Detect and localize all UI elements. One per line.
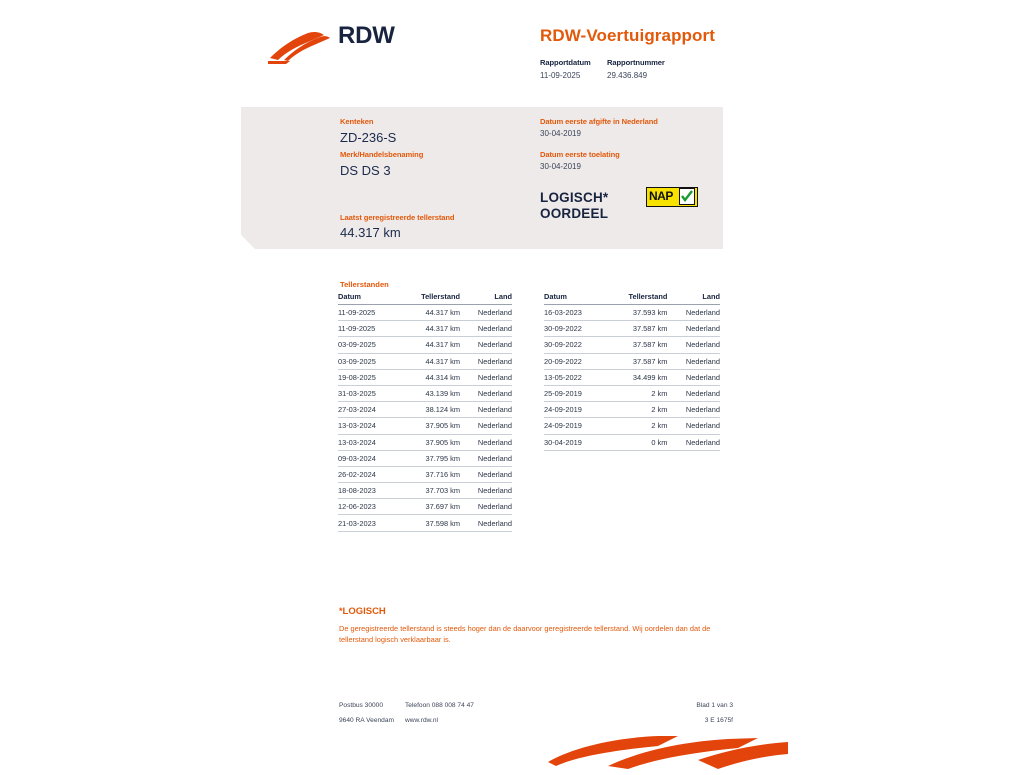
footer-postbus: Postbus 30000	[339, 702, 383, 709]
table-row	[544, 402, 720, 418]
cell-country: Nederland	[667, 305, 720, 321]
table-row	[338, 434, 512, 450]
cell-date: 03-09-2025	[338, 353, 398, 369]
cell-odometer: 37.905 km	[398, 434, 460, 450]
odometer-section-title: Tellerstanden	[340, 280, 389, 289]
cell-country: Nederland	[460, 321, 512, 337]
vehicle-summary-panel	[241, 107, 723, 249]
cell-date: 13-03-2024	[338, 418, 398, 434]
table-row	[544, 305, 720, 321]
cell-date: 30-09-2022	[544, 321, 605, 337]
footer-row-2	[339, 717, 733, 732]
footer-row-1	[339, 702, 733, 717]
table-header-row	[544, 292, 720, 305]
cell-odometer: 44.317 km	[398, 353, 460, 369]
col-header-date: Datum	[338, 292, 398, 305]
cell-date: 30-09-2022	[544, 337, 605, 353]
table-row	[544, 353, 720, 369]
cell-date: 26-02-2024	[338, 466, 398, 482]
footnote-title-text: LOGISCH	[342, 606, 386, 617]
table-row	[338, 418, 512, 434]
cell-date: 30-04-2019	[544, 434, 605, 450]
cell-odometer: 37.587 km	[605, 353, 668, 369]
footer-postcode: 9640 RA Veendam	[339, 717, 394, 724]
cell-date: 24-09-2019	[544, 418, 605, 434]
table-row	[338, 515, 512, 531]
col-header-odometer: Tellerstand	[605, 292, 668, 305]
cell-country: Nederland	[460, 515, 512, 531]
report-date-label: Rapportdatum	[540, 58, 591, 67]
cell-country: Nederland	[667, 434, 720, 450]
footer-form-code: 3 E 1675f	[704, 717, 733, 724]
cell-odometer: 44.317 km	[398, 305, 460, 321]
brand-wordmark: RDW	[338, 22, 395, 49]
table-row	[338, 305, 512, 321]
cell-odometer: 37.905 km	[398, 418, 460, 434]
cell-country: Nederland	[667, 385, 720, 401]
licence-plate-label: Kenteken	[340, 117, 374, 126]
cell-date: 31-03-2025	[338, 385, 398, 401]
cell-country: Nederland	[460, 450, 512, 466]
cell-country: Nederland	[460, 353, 512, 369]
table-row	[544, 434, 720, 450]
col-header-date: Datum	[544, 292, 605, 305]
first-admission-date-label: Datum eerste toelating	[540, 150, 620, 159]
table-row	[338, 385, 512, 401]
table-row	[338, 321, 512, 337]
cell-country: Nederland	[460, 434, 512, 450]
cell-odometer: 44.317 km	[398, 321, 460, 337]
cell-odometer: 37.593 km	[605, 305, 668, 321]
footnote-star: *	[339, 606, 343, 616]
footer-page-number: Blad 1 van 3	[696, 702, 733, 709]
footer-logo-icon	[548, 736, 788, 770]
odometer-table-right	[544, 292, 720, 451]
cell-date: 11-09-2025	[338, 305, 398, 321]
cell-country: Nederland	[460, 369, 512, 385]
table-row	[338, 337, 512, 353]
report-date-value: 11-09-2025	[540, 71, 581, 80]
cell-date: 24-09-2019	[544, 402, 605, 418]
cell-date: 12-06-2023	[338, 499, 398, 515]
table-row	[544, 369, 720, 385]
first-admission-date-value: 30-04-2019	[540, 162, 581, 171]
table-row	[544, 321, 720, 337]
table-row	[338, 369, 512, 385]
report-meta	[540, 58, 665, 80]
verdict-line-1: LOGISCH*	[540, 190, 609, 205]
nap-badge	[646, 187, 698, 207]
cell-country: Nederland	[667, 337, 720, 353]
report-number-label: Rapportnummer	[607, 58, 665, 67]
cell-odometer: 44.314 km	[398, 369, 460, 385]
first-issue-date-label: Datum eerste afgifte in Nederland	[540, 117, 658, 126]
table-row	[338, 483, 512, 499]
cell-odometer: 37.697 km	[398, 499, 460, 515]
col-header-country: Land	[667, 292, 720, 305]
table-row	[338, 402, 512, 418]
rdw-logo	[268, 22, 398, 68]
first-issue-date-value: 30-04-2019	[540, 129, 581, 138]
cell-date: 20-09-2022	[544, 353, 605, 369]
nap-label: NAP	[649, 189, 673, 203]
cell-country: Nederland	[460, 337, 512, 353]
panel-notch	[241, 235, 255, 249]
cell-country: Nederland	[667, 353, 720, 369]
cell-odometer: 43.139 km	[398, 385, 460, 401]
cell-date: 16-03-2023	[544, 305, 605, 321]
cell-odometer: 37.716 km	[398, 466, 460, 482]
cell-odometer: 37.598 km	[398, 515, 460, 531]
cell-odometer: 0 km	[605, 434, 668, 450]
licence-plate-value: ZD-236-S	[340, 130, 397, 145]
footer-website[interactable]: www.rdw.nl	[405, 717, 438, 724]
cell-country: Nederland	[667, 321, 720, 337]
cell-date: 27-03-2024	[338, 402, 398, 418]
cell-country: Nederland	[460, 305, 512, 321]
table-row	[338, 466, 512, 482]
table-row	[338, 450, 512, 466]
cell-country: Nederland	[460, 402, 512, 418]
verdict-text	[540, 190, 608, 222]
table-row	[338, 499, 512, 515]
cell-odometer: 37.795 km	[398, 450, 460, 466]
cell-date: 09-03-2024	[338, 450, 398, 466]
cell-odometer: 2 km	[605, 418, 668, 434]
rdw-logo-icon	[268, 30, 332, 64]
make-model-value: DS DS 3	[340, 163, 391, 178]
cell-country: Nederland	[460, 483, 512, 499]
last-odometer-value: 44.317 km	[340, 225, 401, 240]
footnote-title	[339, 606, 386, 617]
cell-date: 19-08-2025	[338, 369, 398, 385]
table-row	[544, 337, 720, 353]
last-odometer-label: Laatst geregistreerde tellerstand	[340, 213, 455, 222]
cell-country: Nederland	[667, 369, 720, 385]
cell-odometer: 2 km	[605, 402, 668, 418]
cell-date: 11-09-2025	[338, 321, 398, 337]
panel-notch-fill	[241, 249, 311, 259]
cell-odometer: 38.124 km	[398, 402, 460, 418]
cell-country: Nederland	[460, 466, 512, 482]
odometer-table-left	[338, 292, 512, 532]
table-row	[544, 385, 720, 401]
report-number	[607, 58, 665, 80]
cell-date: 13-03-2024	[338, 434, 398, 450]
report-date	[540, 58, 607, 80]
table-row	[338, 353, 512, 369]
cell-date: 18-08-2023	[338, 483, 398, 499]
footnote-body: De geregistreerde tellerstand is steeds hoger dan de daarvoor geregistreerde tellerstand. Wij oordelen dan dat de tellerstand logisch verklaarbaar is.	[339, 624, 711, 644]
cell-country: Nederland	[460, 418, 512, 434]
cell-date: 03-09-2025	[338, 337, 398, 353]
cell-odometer: 34.499 km	[605, 369, 668, 385]
cell-date: 25-09-2019	[544, 385, 605, 401]
cell-date: 21-03-2023	[338, 515, 398, 531]
cell-country: Nederland	[667, 402, 720, 418]
table-header-row	[338, 292, 512, 305]
cell-odometer: 44.317 km	[398, 337, 460, 353]
cell-odometer: 2 km	[605, 385, 668, 401]
check-icon	[679, 188, 695, 205]
cell-country: Nederland	[460, 385, 512, 401]
verdict-line-2: OORDEEL	[540, 206, 609, 221]
cell-odometer: 37.587 km	[605, 321, 668, 337]
cell-odometer: 37.587 km	[605, 337, 668, 353]
cell-country: Nederland	[460, 499, 512, 515]
report-number-value: 29.436.849	[607, 71, 648, 80]
page-title: RDW-Voertuigrapport	[540, 26, 716, 45]
make-model-label: Merk/Handelsbenaming	[340, 150, 424, 159]
cell-date: 13-05-2022	[544, 369, 605, 385]
cell-odometer: 37.703 km	[398, 483, 460, 499]
table-row	[544, 418, 720, 434]
footer-telephone: Telefoon 088 008 74 47	[405, 702, 474, 709]
col-header-country: Land	[460, 292, 512, 305]
cell-country: Nederland	[667, 418, 720, 434]
document-footer	[339, 702, 733, 732]
col-header-odometer: Tellerstand	[398, 292, 460, 305]
